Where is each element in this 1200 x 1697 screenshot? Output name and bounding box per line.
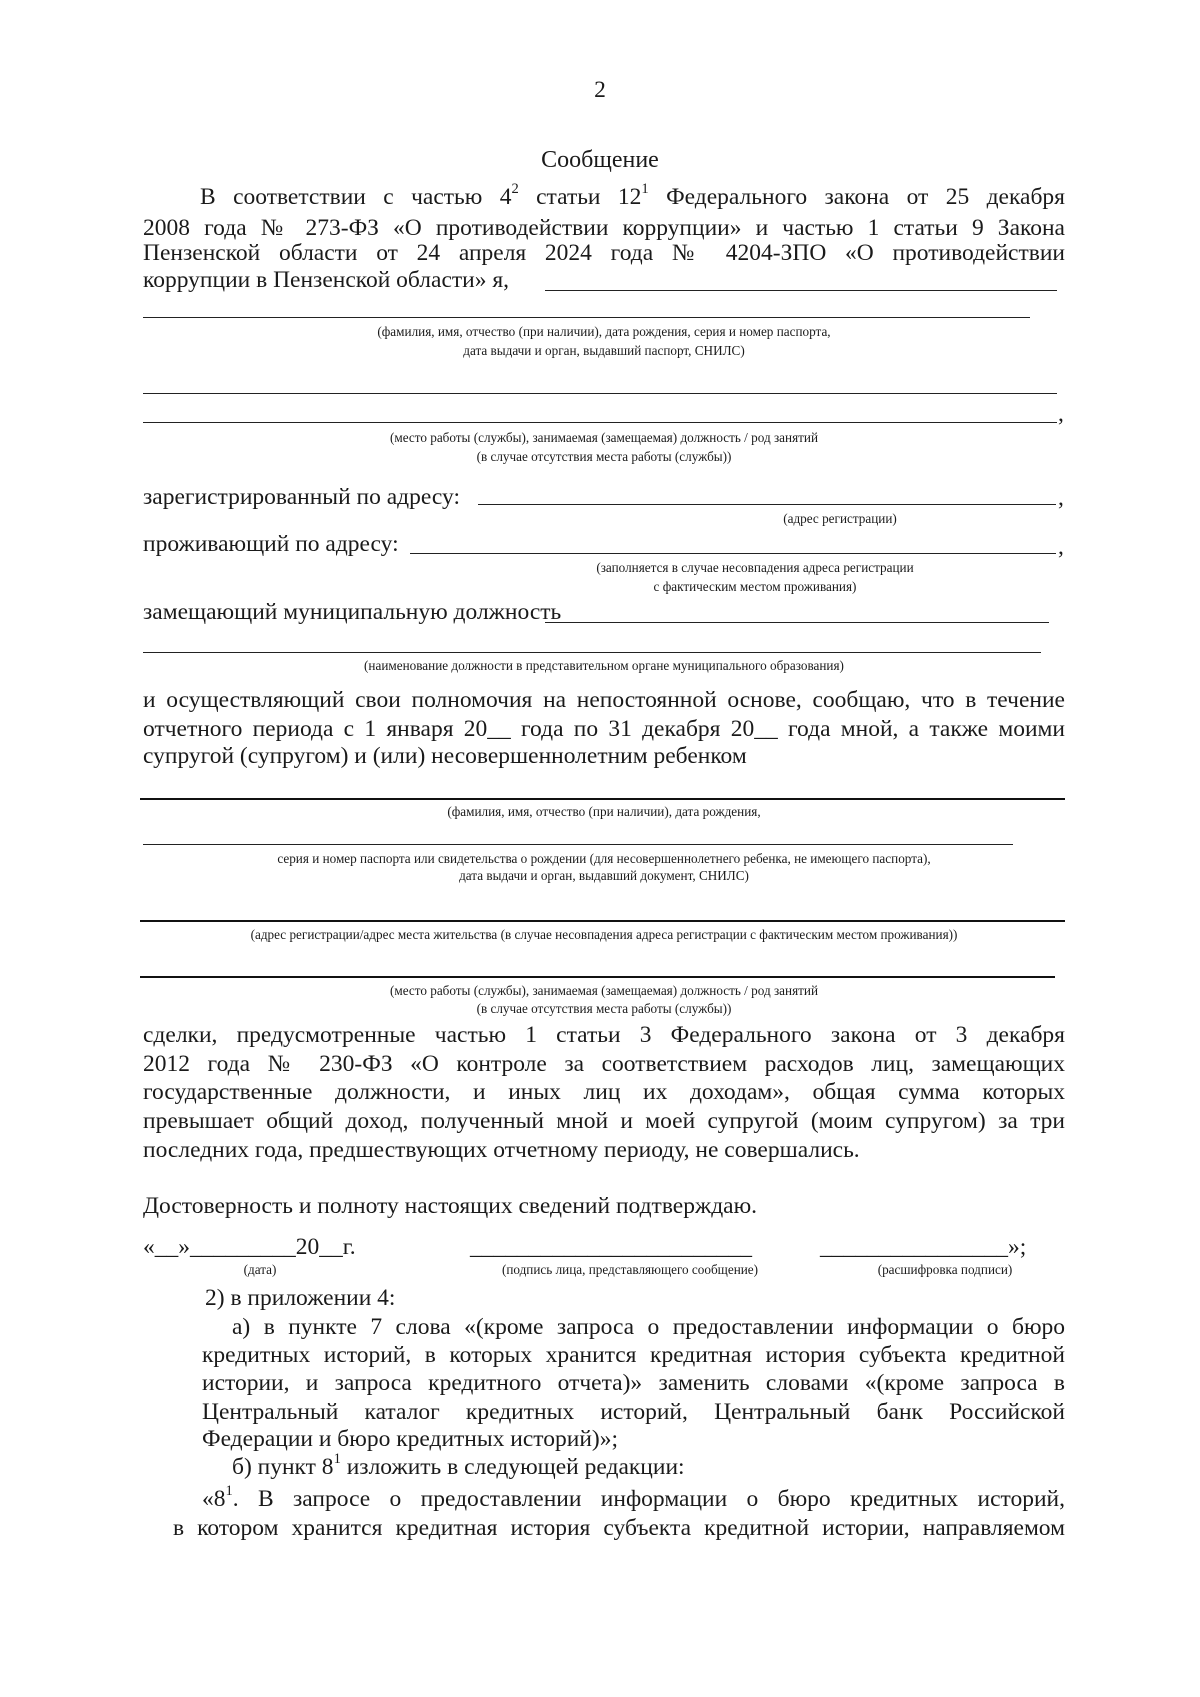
body1-line-1: и осуществляющий свои полномочия на непостоянной основе, сообщаю, что в течение [143, 687, 1065, 713]
caption-spouse-work-2: (в случае отсутствия места работы (службы)) [476, 1001, 732, 1016]
body2-line-3: государственные должности, и иных лиц их доходам», общая сумма которых [143, 1079, 1065, 1105]
work-field-1[interactable] [143, 393, 1057, 394]
caption-fio-1: (фамилия, имя, отчество (при наличии), дата рождения, серия и номер паспорта, [377, 324, 831, 339]
caption-signature: (подпись лица, представляющего сообщение) [501, 1262, 759, 1277]
living-comma: , [1058, 534, 1064, 560]
spouse-work-field[interactable] [140, 976, 1055, 978]
amendment-a-line-4: Центральный каталог кредитных историй, Центральный банк Российской [202, 1399, 1065, 1425]
position-label: замещающий муниципальную должность [143, 599, 562, 625]
page-number: 2 [594, 77, 606, 103]
registered-label: зарегистрированный по адресу: [143, 484, 460, 510]
caption-spouse-address: (адрес регистрации/адрес места жительства (в случае несовпадения адреса регистрации с фактическим местом проживания)) [250, 927, 958, 942]
caption-spouse-3: дата выдачи и орган, выдавший документ, СНИЛС) [459, 868, 749, 883]
body2-line-4: превышает общий доход, полученный мной и моей супругой (моим супругом) за три [143, 1108, 1065, 1134]
spouse-name-field-2[interactable] [143, 844, 1013, 845]
caption-spouse-1: (фамилия, имя, отчество (при наличии), дата рождения, [447, 804, 761, 819]
work-field-2[interactable] [143, 422, 1057, 423]
caption-live-1: (заполняется в случае несовпадения адреса регистрации [596, 560, 914, 575]
living-label: проживающий по адресу: [143, 531, 399, 557]
intro-line-2: 2008 года № 273-ФЗ «О противодействии коррупции» и частью 1 статьи 9 Закона [143, 215, 1065, 241]
living-address-field[interactable] [410, 553, 1056, 554]
caption-fio-2: дата выдачи и орган, выдавший паспорт, СНИЛС) [463, 343, 745, 358]
body2-line-2: 2012 года № 230-ФЗ «О контроле за соответствием расходов лиц, замещающих [143, 1051, 1065, 1077]
position-field-2[interactable] [143, 652, 1041, 653]
registered-comma: , [1058, 485, 1064, 511]
applicant-name-field[interactable] [545, 290, 1057, 291]
caption-position-name: (наименование должности в представительном органе муниципального образования) [364, 658, 844, 673]
spouse-address-field[interactable] [140, 920, 1065, 922]
caption-decoding: (расшифровка подписи) [877, 1262, 1013, 1277]
amendment-quote-line-1: «$8^1$. В запросе о предоставлении информации о бюро кредитных историй, [202, 1483, 1065, 1512]
caption-reg-address: (адрес регистрации) [783, 511, 897, 526]
amendment-a-line-2: кредитных историй, в которых хранится кредитная история субъекта кредитной [202, 1342, 1065, 1368]
signature-date[interactable]: «__»_________20__г. [143, 1234, 356, 1260]
amendment-item-2: 2) в приложении 4: [205, 1285, 396, 1311]
signature-line[interactable]: ________________________ [470, 1234, 752, 1260]
amendment-a-line-1: а) в пункте 7 слова «(кроме запроса о предоставлении информации о бюро [232, 1314, 1065, 1340]
applicant-name-field-2[interactable] [143, 317, 1030, 318]
caption-work-2: (в случае отсутствия места работы (службы)) [476, 449, 732, 464]
caption-live-2: с фактическим местом проживания) [653, 579, 857, 594]
amendment-quote-line-2: в котором хранится кредитная история субъекта кредитной истории, направляемом [173, 1515, 1065, 1541]
intro-line-3: Пензенской области от 24 апреля 2024 года № 4204-ЗПО «О противодействии [143, 240, 1065, 266]
caption-work-1: (место работы (службы), занимаемая (замещаемая) должность / род занятий [389, 430, 819, 445]
amendment-a-line-3: истории, и запроса кредитного отчета)» заменить словами «(кроме запроса в [202, 1370, 1065, 1396]
caption-date: (дата) [243, 1262, 277, 1277]
body1-line-3: супругой (супругом) и (или) несовершеннолетним ребенком [143, 743, 747, 769]
body1-line-2: отчетного периода с 1 января 20__ года по 31 декабря 20__ года мной, а также моими [143, 716, 1065, 742]
caption-spouse-2: серия и номер паспорта или свидетельства о рождении (для несовершеннолетнего ребенка, не имеющего паспорта), [277, 851, 931, 866]
amendment-a-line-5: Федерации и бюро кредитных историй)»; [202, 1426, 619, 1452]
work-comma: , [1058, 401, 1064, 427]
intro-line-1: В соответствии с частью $4^2$ статьи $12^1$ Федерального закона от 25 декабря [200, 181, 1065, 210]
registered-address-field[interactable] [478, 504, 1056, 505]
confirmation-text: Достоверность и полноту настоящих сведений подтверждаю. [143, 1193, 758, 1219]
caption-spouse-work-1: (место работы (службы), занимаемая (замещаемая) должность / род занятий [389, 983, 819, 998]
intro-line-4: коррупции в Пензенской области» я, [143, 267, 510, 293]
amendment-b-line: б) пункт $8^1$ изложить в следующей редакции: [232, 1451, 685, 1480]
decoding-line[interactable]: ________________»; [820, 1234, 1027, 1260]
spouse-name-field[interactable] [140, 798, 1065, 800]
body2-line-1: сделки, предусмотренные частью 1 статьи 3 Федерального закона от 3 декабря [143, 1022, 1065, 1048]
document-title: Сообщение [541, 147, 659, 173]
body2-line-5: последних года, предшествующих отчетному периоду, не совершались. [143, 1137, 860, 1163]
position-field[interactable] [545, 622, 1049, 623]
